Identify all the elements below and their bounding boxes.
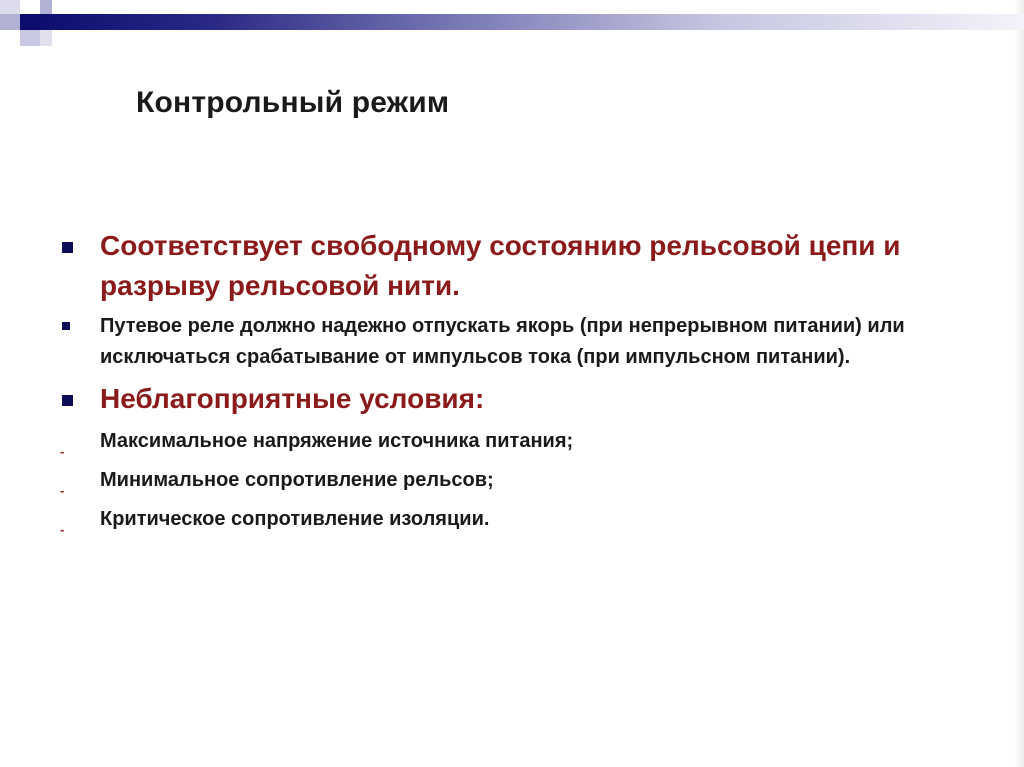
dash-bullet-icon: - — [60, 522, 65, 537]
slide-title: Контрольный режим — [136, 86, 450, 119]
square-bullet-icon — [62, 322, 70, 330]
square-bullet-icon — [62, 395, 73, 406]
bullet-item — [60, 465, 990, 496]
bullet-text: Неблагоприятные условия: — [100, 383, 485, 414]
bullet-text: Минимальное сопротивление рельсов; — [100, 469, 494, 491]
bullet-text: Соответствует свободному состоянию рельсовой цепи и разрыву рельсовой нити. — [100, 230, 901, 301]
slide-edge-shadow — [1014, 0, 1024, 767]
bullet-text: Путевое реле должно надежно отпускать якорь (при непрерывном питании) или исключаться срабатывание от импульсов тока (при импульсном питании). — [100, 315, 905, 368]
bullet-item — [60, 311, 990, 373]
decorative-gradient-bar — [40, 14, 1024, 30]
bullet-item — [60, 379, 990, 419]
dash-bullet-icon: - — [60, 444, 65, 459]
square-bullet-icon — [62, 242, 73, 253]
bullet-item — [60, 426, 990, 457]
bullet-list — [60, 226, 990, 535]
bullet-text: Максимальное напряжение источника питания; — [100, 430, 574, 452]
dash-bullet-icon: - — [60, 483, 65, 498]
bullet-item — [60, 226, 990, 306]
bullet-item — [60, 504, 990, 535]
bullet-text: Критическое сопротивление изоляции. — [100, 508, 490, 530]
